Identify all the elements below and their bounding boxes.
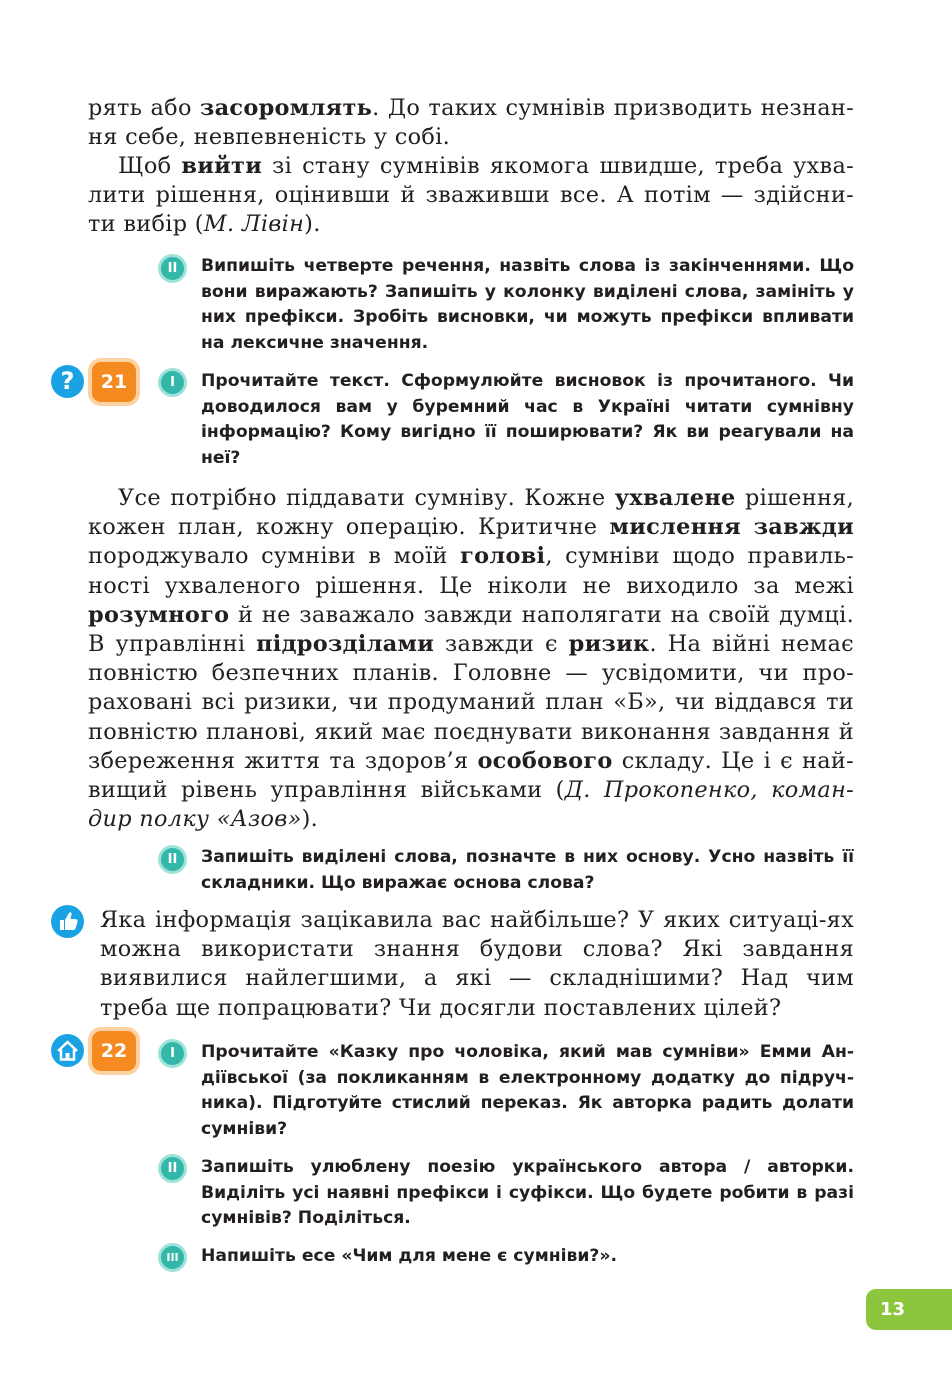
highlighted-word: голові [460, 543, 546, 570]
highlighted-word: підрозділами [256, 631, 435, 658]
reflection-text: Яка інформація зацікавила вас найбільше? У яких ситуаці-ях можна використати знання будови слова? Які завдання виявилися найлегшими, а які — складнішими? Над чим треба ще попрацювати? Чи досягли поставлених цілей? [100, 907, 854, 1021]
text: Усе потрібно піддавати сумніву. Кожне [118, 485, 615, 511]
text: Щоб [118, 153, 182, 179]
level-i-badge: I [158, 368, 187, 397]
paragraph-prokopenko [88, 484, 854, 834]
author-citation: Д. Прокопенко, коман-дир полку «Азов» [88, 777, 854, 833]
highlighted-word: ризик [568, 631, 650, 658]
exercise-22-task-iii: Напишіть есе «Чим для мене є сумніви?». [201, 1246, 618, 1266]
text: породжувало сумніви в моїй [88, 543, 461, 570]
exercise-number-22: 22 [92, 1031, 136, 1071]
home-icon [51, 1034, 84, 1067]
thumbs-up-icon [51, 905, 84, 938]
author-citation: М. Лівін [203, 211, 305, 238]
highlighted-word: мислення завжди [609, 514, 854, 541]
level-i-badge: I [158, 1039, 187, 1068]
level-ii-badge: II [158, 254, 187, 283]
text: складу. Це і є най-вищий рівень управління військами ( [88, 747, 854, 804]
question-icon: ? [51, 365, 84, 398]
text: рять або [88, 95, 201, 121]
text: ). [301, 806, 319, 833]
highlighted-word: ухвалене [614, 485, 736, 511]
text: зі стану сумнівів якомога швидше, треба ухва-лити рішення, оцінивши й зваживши все. А потім — здійсни-ти вибір ( [88, 153, 854, 238]
highlighted-word: розумного [88, 601, 230, 628]
text: , сумніви щодо правиль-ності ухваленого рішення. Це ніколи не виходило за межі [88, 543, 854, 599]
exercise-21-task: Прочитайте текст. Сформулюйте висновок із прочитаного. Чи доводилося вам у буремний час в Україні читати сумнівну інформацію? Кому вигідно її поширювати? Як ви реагували на неї? [201, 371, 854, 468]
text: й не заважало завжди наполягати на своїй думці. В управлінні [88, 601, 854, 658]
level-iii-badge: III [158, 1243, 187, 1272]
highlighted-word: особового [477, 747, 613, 774]
page-number: 13 [866, 1289, 952, 1330]
highlighted-word: вийти [181, 153, 263, 179]
text: ). [304, 211, 321, 238]
task-text: Випишіть четверте речення, назвіть слова із закінченнями. Що вони виражають? Запишіть у колонку виділені слова, замініть у них префікси. Зробіть висновки, чи можуть префікси впливати на лексичне значення. [201, 256, 854, 353]
exercise-22-task-i: Прочитайте «Казку про чоловіка, який мав сумніви» Емми Ан-діївської (за покликанням в електронному додатку до підруч-ника). Підготуйте стислий переказ. Як авторка радить долати сумніви? [201, 1042, 854, 1139]
paragraph-continuation [88, 94, 854, 152]
text: завжди є [434, 631, 569, 658]
exercise-22-task-ii: Запишіть улюблену поезію українського автора / авторки. Виділіть усі наявні префікси і суфікси. Що будете робити в разі сумнівів? Поділіться. [201, 1157, 854, 1229]
exercise-number-21: 21 [92, 362, 136, 402]
text: . На війні немає повністю безпечних планів. Головне — усвідомити, чи про-раховані всі ризики, чи продуманий план «Б», чи віддався ти повністю планові, який має поєднувати виконання завдання й збереження життя та здоров’я [88, 631, 854, 774]
text: . До таких сумнівів призводить незнан-ня себе, невпевненість у собі. [88, 95, 855, 151]
highlighted-word: засоромлять [200, 95, 373, 121]
exercise-21-task-ii: Запишіть виділені слова, позначте в них основу. Усно назвіть її складники. Що виражає основа слова? [201, 847, 854, 893]
paragraph-livin [88, 152, 854, 240]
level-ii-badge: II [158, 845, 187, 874]
level-ii-badge: II [158, 1154, 187, 1183]
text: рішення, кожен план, кожну операцію. Критичне [88, 485, 855, 541]
